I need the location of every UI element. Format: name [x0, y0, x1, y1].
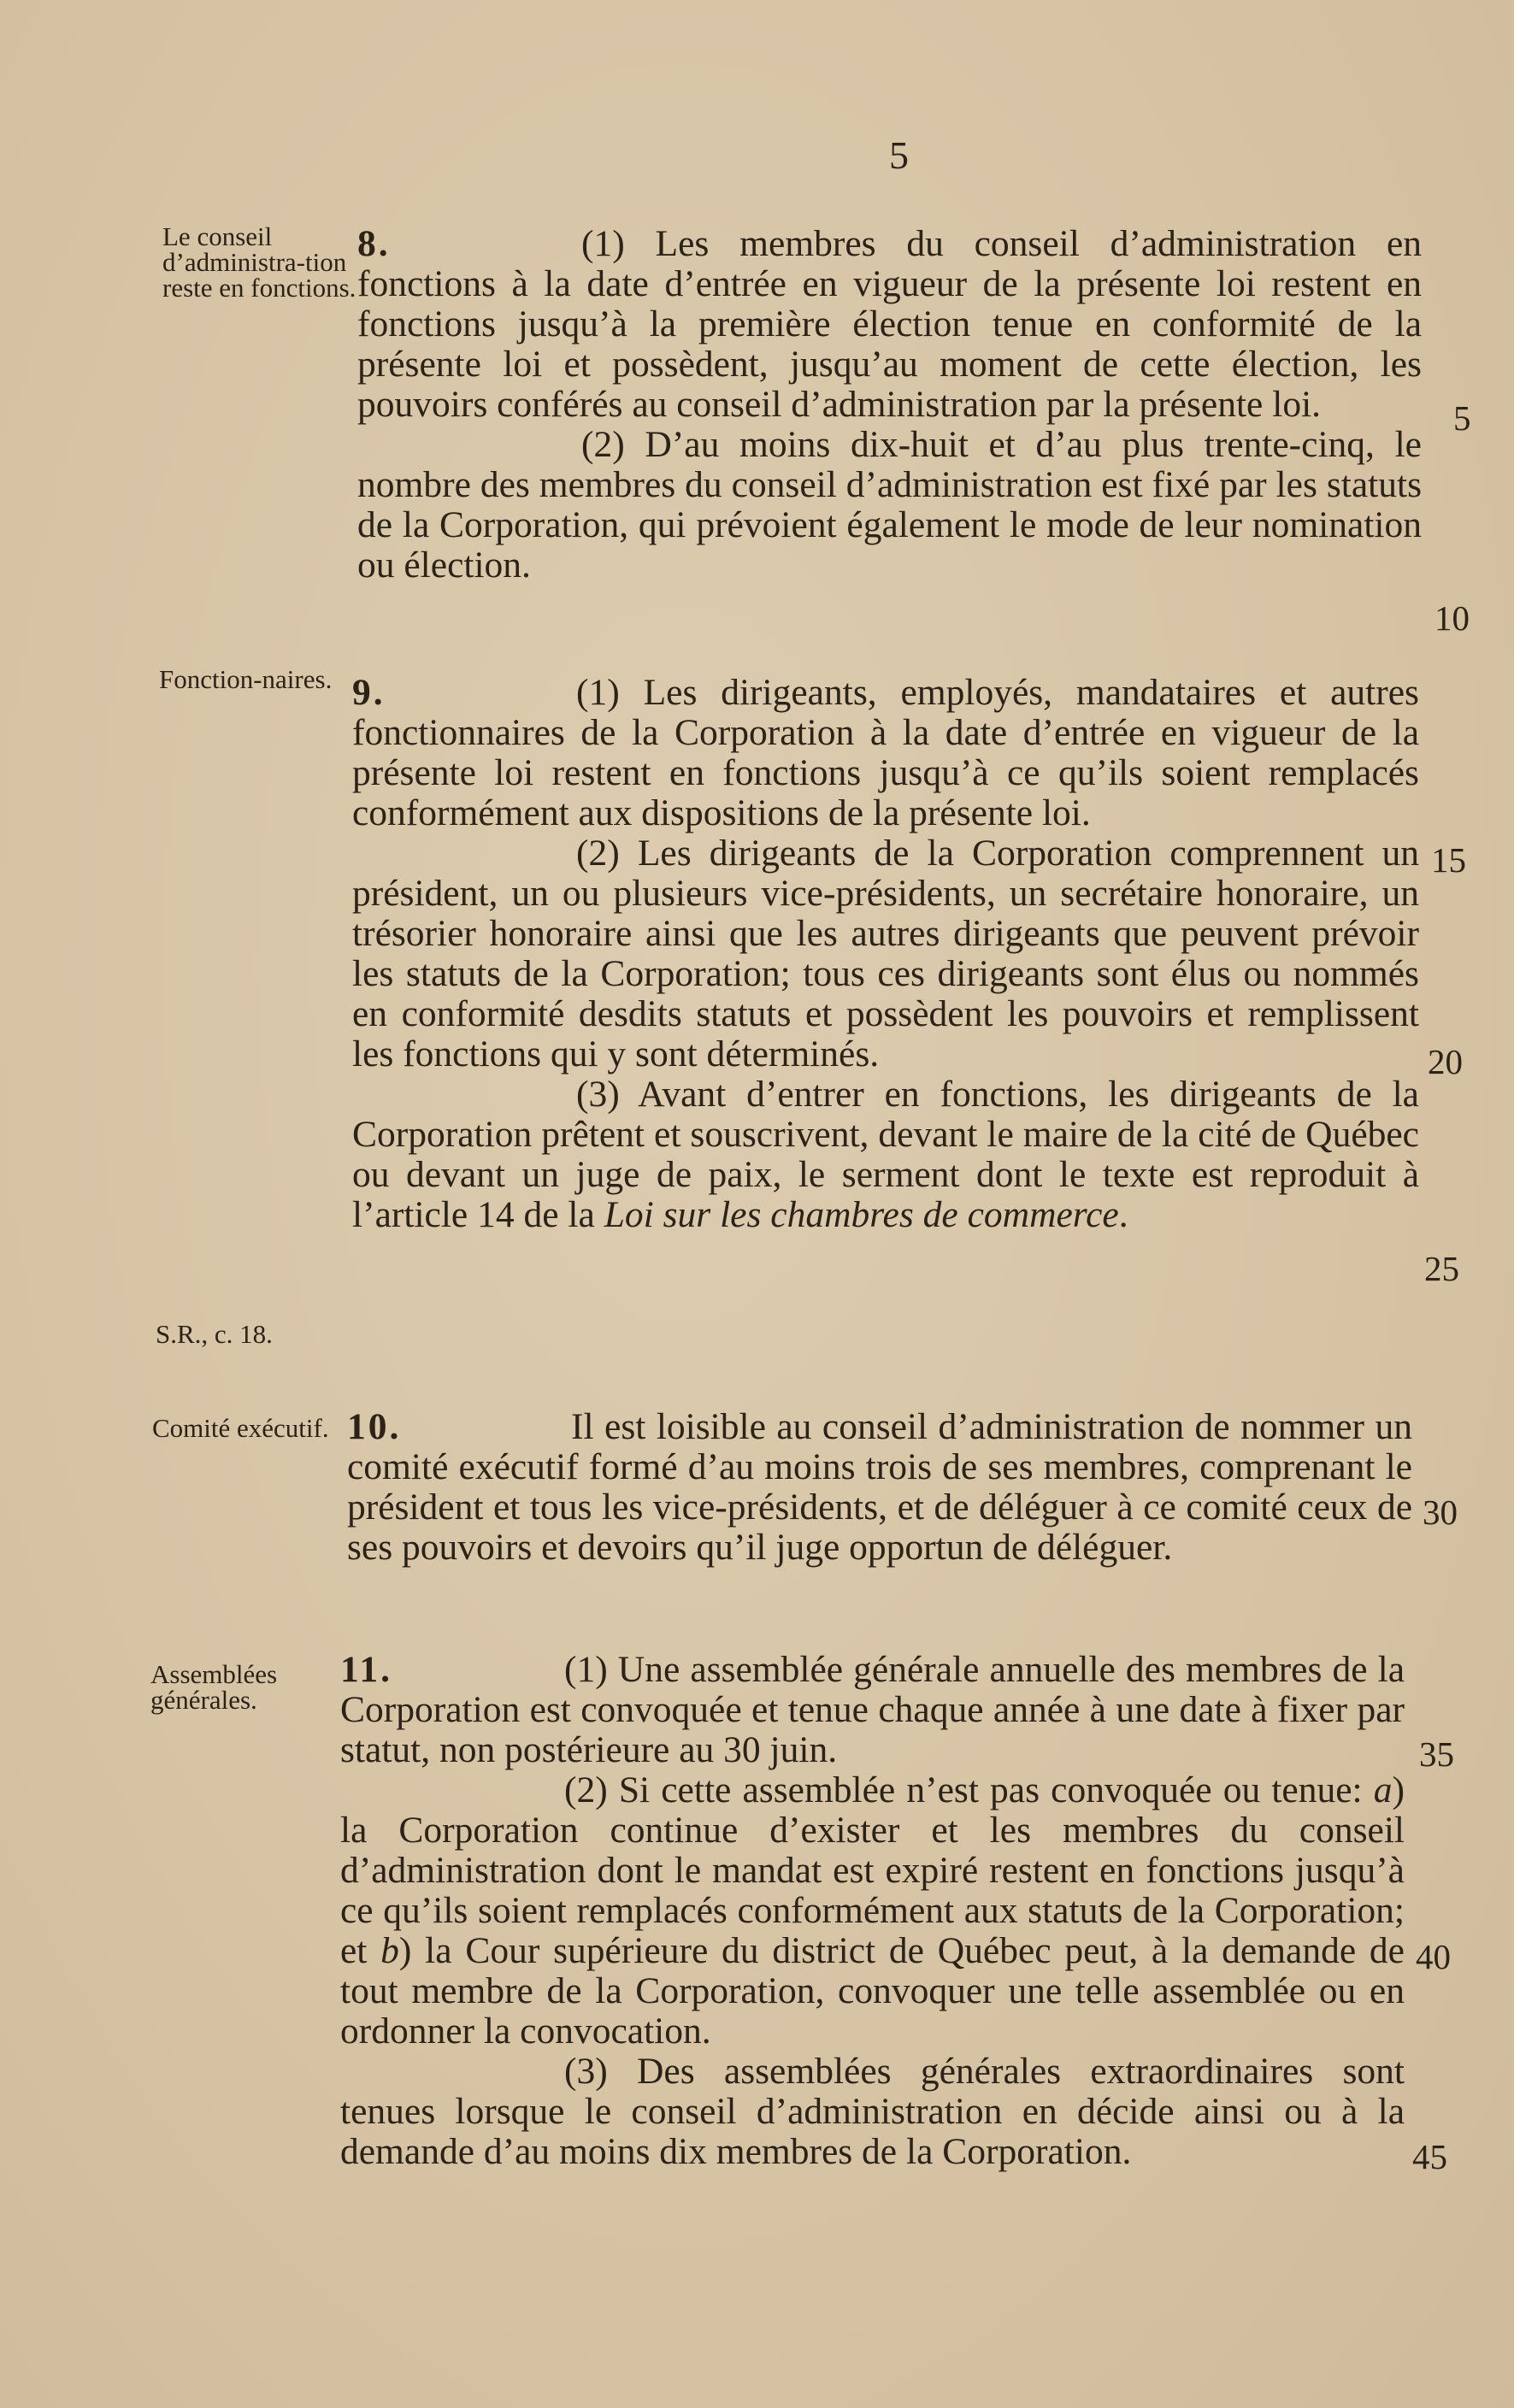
section-paragraph: (2) D’au moins dix-huit et d’au plus trente-cinq, le nombre des membres du conseil d’administration est fixé par les statuts de la Corporation, qui prévoient également le mode de leur nomination ou élection. — [357, 424, 1422, 586]
line-number: 35 — [1419, 1734, 1454, 1774]
section-paragraph: (1) Une assemblée générale annuelle des membres de la Corporation est convoquée et tenue chaque année à une date à fixer par statut, non postérieure au 30 juin. — [340, 1649, 1405, 1770]
line-number: 10 — [1434, 598, 1470, 638]
section-number: 9. — [352, 672, 386, 713]
section-number: 10. — [347, 1406, 402, 1447]
margin-note-fonctionnaires: Fonction-naires. — [159, 664, 333, 694]
section-paragraph: (1) Les membres du conseil d’administration en fonctions à la date d’entrée en vigueur de la présente loi restent en fonctions jusqu’à la première élection tenue en conformité de la présente loi et possèdent, jusqu’au moment de cette élection, les pouvoirs conférés au conseil d’administration par la présente loi. — [357, 223, 1422, 425]
statute-title: Loi sur les chambres de commerce — [604, 1194, 1119, 1235]
line-number: 5 — [1453, 398, 1471, 438]
section-paragraph: (3) Avant d’entrer en fonctions, les dirigeants de la Corporation prêtent et souscrivent, devant le maire de la cité de Québec ou devant un juge de paix, le serment dont le texte est reproduit à l’article 14 de la — [352, 1074, 1419, 1235]
margin-note-sr: S.R., c. 18. — [156, 1319, 273, 1349]
section-paragraph: (1) Les dirigeants, employés, mandataires et autres fonctionnaires de la Corporation à la date d’entrée en vigueur de la présente loi restent en fonctions jusqu’à ce qu’ils soient remplacés conformément aux dispositions de la présente loi. — [352, 672, 1419, 833]
section-8 — [357, 224, 1422, 586]
line-number: 20 — [1428, 1042, 1463, 1081]
list-letter: a — [1373, 1769, 1393, 1810]
section-paragraph: ) la Cour supérieure du district de Québec peut, à la demande de tout membre de la Corporation, convoquer une telle assemblée ou en ordonner la convocation. — [340, 1930, 1405, 2052]
margin-note-comite: Comité exécutif. — [152, 1413, 329, 1443]
section-paragraph: (2) Les dirigeants de la Corporation comprennent un président, un ou plusieurs vice-présidents, un secrétaire honoraire, un trésorier honoraire ainsi que les autres dirigeants que peuvent prévoir les statuts de la Corporation; tous ces dirigeants sont élus ou nommés en conformité desdits statuts et possèdent les pouvoirs et remplissent les fonctions qui y sont déterminés. — [352, 833, 1419, 1074]
section-paragraph: ) la Corporation continue d’exister et les membres du conseil d’administration dont le mandat est expiré restent en fonctions jusqu’à ce qu’ils soient remplacés conformément aux statuts de la Corporation; et — [340, 1769, 1405, 1971]
line-number: 25 — [1424, 1249, 1459, 1288]
line-number: 30 — [1423, 1492, 1458, 1532]
section-paragraph: Il est loisible au conseil d’administration de nommer un comité exécutif formé d’au moins trois de ses membres, comprenant le président et tous les vice-présidents, et de déléguer à ce comité ceux de ses pouvoirs et devoirs qu’il juge opportun de déléguer. — [347, 1406, 1412, 1568]
line-number: 45 — [1412, 2137, 1447, 2176]
section-10 — [347, 1407, 1412, 1568]
punctuation: . — [1118, 1194, 1128, 1235]
margin-note-conseil: Le conseil d’administra-tion reste en fonctions. — [162, 221, 356, 303]
section-number: 11. — [340, 1649, 392, 1690]
section-9 — [352, 673, 1419, 1235]
line-number: 40 — [1416, 1937, 1451, 1976]
section-paragraph: (2) Si cette assemblée n’est pas convoquée ou tenue: — [564, 1769, 1374, 1810]
margin-note-assemblees: Assemblées générales. — [150, 1659, 278, 1715]
section-11 — [340, 1650, 1405, 2172]
section-number: 8. — [357, 223, 391, 264]
list-letter: b — [380, 1930, 399, 1971]
line-number: 15 — [1431, 840, 1466, 880]
page-number: 5 — [889, 133, 909, 177]
section-paragraph: (3) Des assemblées générales extraordinaires sont tenues lorsque le conseil d’administration en décide ainsi ou à la demande d’au moins dix membres de la Corporation. — [340, 2051, 1405, 2172]
